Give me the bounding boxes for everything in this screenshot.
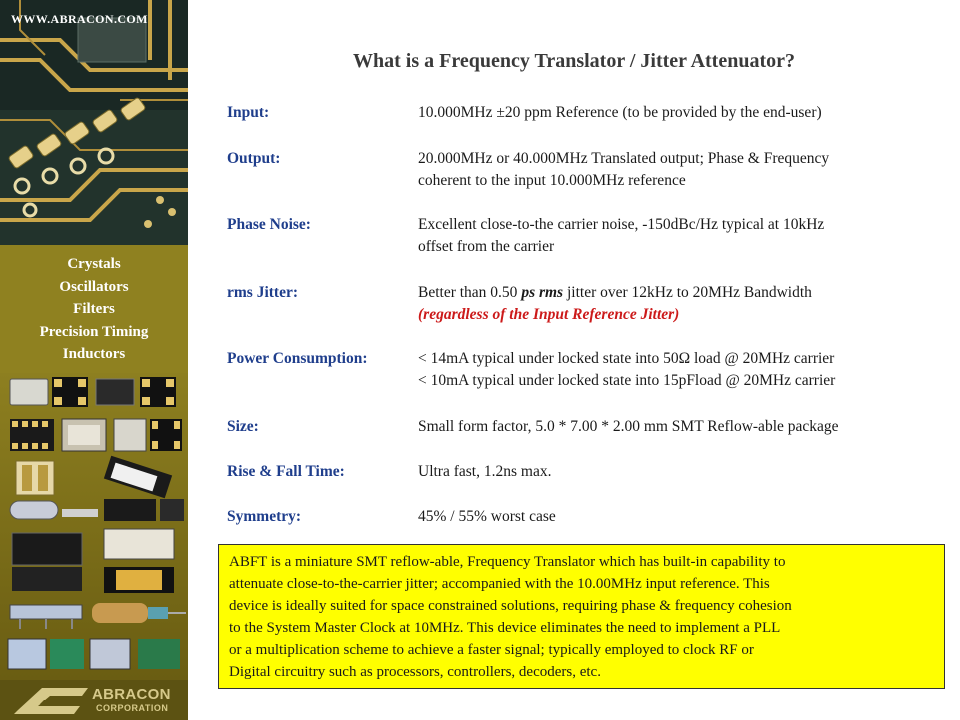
pcb-circuit-image — [0, 0, 188, 245]
jitter-text-b: jitter over 12kHz to 20MHz Bandwidth — [563, 284, 812, 301]
spec-line: 10.000MHz ±20 ppm Reference (to be provided by the end-user) — [418, 104, 822, 121]
spec-value-phase-noise — [418, 214, 824, 258]
spec-value-rise-fall — [418, 461, 551, 483]
spec-line — [418, 282, 812, 304]
spec-line: < 14mA typical under locked state into 50Ω load @ 20MHz carrier — [418, 350, 835, 367]
spec-value-size — [418, 416, 839, 438]
spec-label-symmetry: Symmetry: — [227, 508, 302, 525]
description-line: Digital circuitry such as processors, controllers, decoders, etc. — [229, 664, 601, 680]
spec-value-power — [418, 348, 835, 392]
spec-line: Excellent close-to-the carrier noise, -150dBc/Hz typical at 10kHz — [418, 216, 825, 233]
spec-line: Ultra fast, 1.2ns max. — [418, 463, 552, 480]
spec-value-symmetry — [418, 506, 556, 528]
description-box — [218, 544, 945, 689]
jitter-text-a: Better than 0.50 — [418, 284, 522, 301]
spec-line: 20.000MHz or 40.000MHz Translated output; Phase & Frequency — [418, 150, 830, 167]
component-photos — [0, 373, 188, 680]
logo-subtitle: CORPORATION — [96, 703, 169, 713]
spec-label-power: Power Consumption: — [227, 350, 368, 367]
spec-label-rms-jitter: rms Jitter: — [227, 284, 298, 301]
sidebar — [0, 0, 188, 720]
website-url: WWW.ABRACON.COM — [11, 12, 148, 26]
jitter-highlight-note: (regardless of the Input Reference Jitter) — [418, 306, 680, 323]
description-line: or a multiplication scheme to achieve a faster signal; typically employed to clock RF or — [229, 642, 754, 658]
spec-label-phase-noise: Phase Noise: — [227, 216, 311, 233]
product-categories — [0, 245, 188, 373]
spec-line: 45% / 55% worst case — [418, 508, 556, 525]
description-line: to the System Master Clock at 10MHz. This device eliminates the need to implement a PLL — [229, 620, 781, 636]
spec-value-output — [418, 148, 829, 192]
description-line: ABFT is a miniature SMT reflow-able, Frequency Translator which has built-in capability to — [229, 554, 786, 570]
spec-line: coherent to the input 10.000MHz reference — [418, 172, 686, 189]
description-line: device is ideally suited for space constrained solutions, requiring phase & frequency cohesion — [229, 598, 792, 614]
spec-label-input: Input: — [227, 104, 270, 121]
category-inductors: Inductors — [62, 346, 126, 362]
category-crystals: Crystals — [67, 256, 121, 272]
category-oscillators: Oscillators — [59, 278, 129, 295]
description-line: attenuate close-to-the-carrier jitter; accompanied with the 10.00MHz input reference. This — [229, 576, 770, 592]
spec-label-output: Output: — [227, 150, 281, 167]
category-filters: Filters — [73, 301, 115, 317]
spec-line: offset from the carrier — [418, 238, 555, 255]
category-precision-timing: Precision Timing — [39, 323, 149, 340]
page-title: What is a Frequency Translator / Jitter Attenuator? — [352, 50, 795, 72]
spec-value-rms-jitter — [418, 282, 812, 304]
logo-name: ABRACON — [92, 686, 171, 703]
spec-line: Small form factor, 5.0 * 7.00 * 2.00 mm SMT Reflow-able package — [418, 418, 839, 435]
jitter-unit: ps rms — [521, 284, 564, 301]
spec-line: < 10mA typical under locked state into 15pFload @ 20MHz carrier — [418, 372, 836, 389]
spec-label-rise-fall: Rise & Fall Time: — [227, 463, 345, 480]
spec-value-input — [418, 102, 822, 124]
spec-label-size: Size: — [227, 418, 259, 435]
